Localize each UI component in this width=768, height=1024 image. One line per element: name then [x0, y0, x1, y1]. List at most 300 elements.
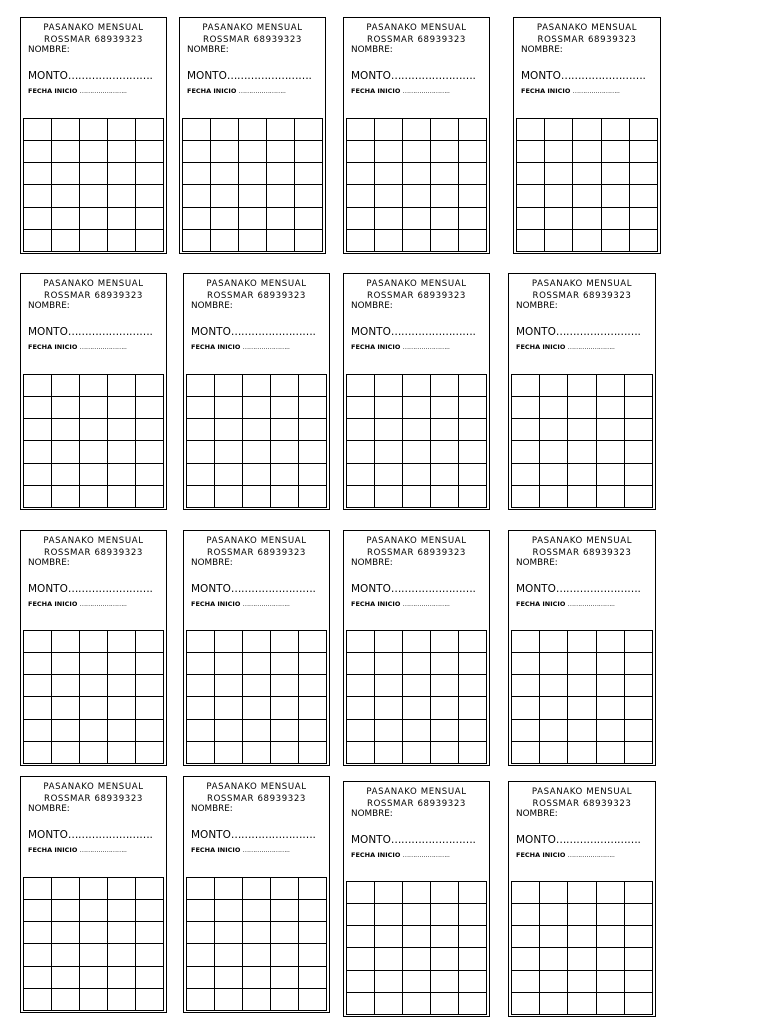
grid-cell — [187, 878, 215, 900]
grid-row — [187, 966, 327, 988]
nombre-label: NOMBRE: — [516, 809, 558, 819]
grid-cell — [431, 141, 459, 163]
grid-row — [512, 653, 653, 675]
grid-cell — [187, 719, 215, 741]
monto-blank: ……………………. — [67, 326, 153, 338]
grid-row — [24, 741, 164, 763]
grid-cell — [24, 185, 52, 207]
grid-cell — [512, 992, 540, 1014]
payment-grid — [186, 877, 327, 1011]
grid-cell — [375, 675, 403, 697]
payment-grid — [346, 881, 487, 1015]
grid-cell — [24, 375, 52, 397]
grid-row — [187, 719, 327, 741]
grid-cell — [52, 631, 80, 653]
grid-row — [187, 697, 327, 719]
grid-cell — [136, 944, 164, 966]
grid-cell — [347, 631, 375, 653]
grid-cell — [431, 397, 459, 419]
grid-cell — [568, 675, 596, 697]
grid-cell — [375, 229, 403, 251]
grid-cell — [540, 441, 568, 463]
grid-cell — [375, 441, 403, 463]
grid-cell — [512, 463, 540, 485]
grid-cell — [540, 653, 568, 675]
monto-blank: ……………………. — [67, 829, 153, 841]
grid-cell — [136, 397, 164, 419]
grid-cell — [52, 375, 80, 397]
grid-row — [183, 207, 323, 229]
grid-cell — [299, 485, 327, 507]
grid-cell — [52, 229, 80, 251]
grid-cell — [601, 163, 629, 185]
grid-cell — [24, 119, 52, 141]
payment-grid — [23, 630, 164, 764]
grid-row — [24, 441, 164, 463]
grid-cell — [211, 141, 239, 163]
grid-cell — [271, 631, 299, 653]
fecha-inicio-field — [351, 600, 450, 609]
fecha-inicio-label: FECHA INICIO — [28, 87, 78, 95]
grid-cell — [52, 485, 80, 507]
card-subtitle: ROSSMAR 68939323 — [367, 35, 466, 45]
grid-cell — [299, 419, 327, 441]
grid-cell — [375, 697, 403, 719]
grid-cell — [431, 119, 459, 141]
grid-cell — [512, 904, 540, 926]
grid-cell — [271, 375, 299, 397]
grid-cell — [215, 944, 243, 966]
grid-row — [517, 119, 658, 141]
grid-cell — [540, 631, 568, 653]
grid-row — [24, 966, 164, 988]
monto-blank: ……………………. — [230, 583, 316, 595]
grid-cell — [512, 419, 540, 441]
fecha-inicio-field — [191, 343, 290, 352]
card-title: PASANAKO MENSUAL — [43, 23, 144, 33]
grid-cell — [459, 948, 487, 970]
grid-cell — [24, 441, 52, 463]
grid-cell — [568, 970, 596, 992]
grid-row — [24, 944, 164, 966]
grid-cell — [80, 697, 108, 719]
grid-cell — [80, 375, 108, 397]
grid-cell — [568, 375, 596, 397]
grid-cell — [624, 719, 652, 741]
grid-row — [517, 163, 658, 185]
nombre-label: NOMBRE: — [28, 45, 70, 55]
grid-row — [24, 988, 164, 1010]
monto-blank: ……………………. — [390, 326, 476, 338]
grid-cell — [136, 631, 164, 653]
pasanako-card — [343, 530, 490, 766]
grid-cell — [187, 697, 215, 719]
fecha-inicio-blank: ………………….. — [242, 600, 290, 608]
grid-cell — [267, 185, 295, 207]
grid-cell — [568, 441, 596, 463]
grid-cell — [403, 882, 431, 904]
grid-cell — [80, 119, 108, 141]
pasanako-card — [183, 273, 330, 510]
grid-cell — [375, 375, 403, 397]
grid-cell — [215, 631, 243, 653]
grid-cell — [211, 229, 239, 251]
grid-cell — [183, 185, 211, 207]
grid-row — [24, 878, 164, 900]
grid-cell — [295, 185, 323, 207]
grid-cell — [517, 163, 545, 185]
grid-cell — [187, 485, 215, 507]
grid-cell — [108, 878, 136, 900]
grid-cell — [375, 631, 403, 653]
grid-cell — [136, 163, 164, 185]
grid-row — [347, 207, 487, 229]
grid-cell — [80, 922, 108, 944]
grid-cell — [596, 719, 624, 741]
grid-cell — [596, 397, 624, 419]
grid-cell — [243, 697, 271, 719]
grid-cell — [299, 697, 327, 719]
grid-cell — [80, 631, 108, 653]
fecha-inicio-label: FECHA INICIO — [516, 343, 566, 351]
pasanako-card — [343, 273, 490, 510]
card-title: PASANAKO MENSUAL — [531, 536, 633, 546]
grid-cell — [243, 878, 271, 900]
grid-cell — [375, 207, 403, 229]
grid-cell — [187, 741, 215, 763]
fecha-inicio-label: FECHA INICIO — [28, 846, 78, 854]
fecha-inicio-field — [187, 87, 286, 96]
grid-cell — [431, 419, 459, 441]
card-title: PASANAKO MENSUAL — [366, 787, 467, 797]
grid-cell — [347, 463, 375, 485]
payment-grid — [23, 877, 164, 1011]
grid-cell — [431, 185, 459, 207]
grid-row — [187, 631, 327, 653]
payment-grid — [23, 118, 164, 252]
grid-row — [512, 419, 653, 441]
grid-row — [183, 185, 323, 207]
fecha-inicio-blank: ………………….. — [79, 343, 127, 351]
grid-cell — [215, 988, 243, 1010]
grid-cell — [24, 922, 52, 944]
grid-cell — [24, 653, 52, 675]
grid-row — [347, 185, 487, 207]
grid-cell — [624, 926, 652, 948]
grid-cell — [187, 375, 215, 397]
grid-cell — [136, 878, 164, 900]
nombre-label: NOMBRE: — [191, 558, 233, 568]
grid-cell — [239, 229, 267, 251]
card-title: PASANAKO MENSUAL — [202, 23, 303, 33]
grid-cell — [375, 719, 403, 741]
grid-cell — [624, 463, 652, 485]
card-subtitle: ROSSMAR 68939323 — [44, 291, 143, 301]
grid-cell — [24, 675, 52, 697]
grid-cell — [183, 229, 211, 251]
grid-cell — [108, 675, 136, 697]
grid-cell — [459, 119, 487, 141]
grid-cell — [108, 229, 136, 251]
grid-row — [347, 419, 487, 441]
grid-cell — [375, 485, 403, 507]
grid-row — [24, 675, 164, 697]
grid-cell — [512, 970, 540, 992]
grid-cell — [52, 900, 80, 922]
grid-row — [24, 207, 164, 229]
grid-cell — [299, 441, 327, 463]
grid-cell — [24, 463, 52, 485]
grid-cell — [108, 697, 136, 719]
grid-cell — [136, 463, 164, 485]
grid-cell — [431, 697, 459, 719]
grid-cell — [24, 988, 52, 1010]
grid-cell — [136, 375, 164, 397]
grid-cell — [136, 900, 164, 922]
grid-cell — [459, 741, 487, 763]
grid-cell — [52, 719, 80, 741]
grid-row — [187, 922, 327, 944]
grid-cell — [375, 992, 403, 1014]
grid-cell — [403, 119, 431, 141]
grid-cell — [403, 697, 431, 719]
grid-cell — [568, 653, 596, 675]
grid-row — [347, 397, 487, 419]
grid-cell — [375, 163, 403, 185]
grid-cell — [108, 988, 136, 1010]
grid-cell — [295, 229, 323, 251]
grid-cell — [624, 441, 652, 463]
grid-cell — [52, 419, 80, 441]
grid-cell — [243, 441, 271, 463]
grid-cell — [271, 922, 299, 944]
grid-cell — [108, 441, 136, 463]
fecha-inicio-label: FECHA INICIO — [516, 851, 566, 859]
monto-field — [28, 326, 153, 339]
grid-cell — [215, 878, 243, 900]
grid-cell — [624, 375, 652, 397]
card-subtitle: ROSSMAR 68939323 — [532, 291, 632, 301]
monto-label: MONTO — [351, 583, 391, 595]
payment-grid — [186, 374, 327, 508]
grid-cell — [52, 463, 80, 485]
grid-cell — [512, 948, 540, 970]
grid-row — [517, 229, 658, 251]
grid-cell — [136, 988, 164, 1010]
monto-label: MONTO — [28, 326, 68, 338]
grid-cell — [187, 675, 215, 697]
grid-cell — [267, 141, 295, 163]
grid-cell — [568, 419, 596, 441]
card-subtitle: ROSSMAR 68939323 — [44, 548, 143, 558]
grid-cell — [243, 900, 271, 922]
grid-cell — [517, 141, 545, 163]
grid-cell — [545, 207, 573, 229]
grid-cell — [80, 675, 108, 697]
grid-row — [347, 631, 487, 653]
grid-cell — [52, 185, 80, 207]
card-title: PASANAKO MENSUAL — [43, 536, 144, 546]
monto-label: MONTO — [516, 326, 556, 338]
grid-cell — [629, 141, 657, 163]
fecha-inicio-blank: ………………….. — [79, 846, 127, 854]
grid-cell — [299, 375, 327, 397]
grid-cell — [512, 882, 540, 904]
grid-cell — [601, 207, 629, 229]
grid-cell — [187, 653, 215, 675]
grid-cell — [187, 441, 215, 463]
fecha-inicio-field — [351, 851, 450, 860]
pasanako-card — [20, 530, 167, 766]
grid-cell — [108, 966, 136, 988]
grid-cell — [136, 697, 164, 719]
grid-cell — [512, 631, 540, 653]
grid-cell — [108, 944, 136, 966]
grid-cell — [540, 675, 568, 697]
grid-cell — [187, 922, 215, 944]
grid-cell — [512, 675, 540, 697]
grid-cell — [431, 375, 459, 397]
grid-cell — [243, 397, 271, 419]
grid-cell — [596, 926, 624, 948]
grid-cell — [243, 719, 271, 741]
grid-cell — [403, 207, 431, 229]
fecha-inicio-label: FECHA INICIO — [516, 600, 566, 608]
grid-cell — [568, 904, 596, 926]
grid-cell — [347, 697, 375, 719]
grid-cell — [215, 719, 243, 741]
grid-cell — [403, 653, 431, 675]
grid-cell — [52, 988, 80, 1010]
grid-row — [512, 882, 653, 904]
grid-cell — [459, 970, 487, 992]
grid-cell — [403, 948, 431, 970]
grid-cell — [299, 988, 327, 1010]
grid-cell — [80, 397, 108, 419]
grid-cell — [215, 653, 243, 675]
pasanako-card — [508, 530, 656, 766]
grid-cell — [403, 185, 431, 207]
grid-row — [24, 163, 164, 185]
grid-cell — [24, 207, 52, 229]
card-subtitle: ROSSMAR 68939323 — [207, 794, 306, 804]
grid-cell — [375, 741, 403, 763]
grid-row — [512, 697, 653, 719]
card-subtitle: ROSSMAR 68939323 — [207, 291, 306, 301]
grid-cell — [24, 141, 52, 163]
grid-row — [347, 375, 487, 397]
monto-label: MONTO — [351, 70, 391, 82]
grid-row — [347, 119, 487, 141]
grid-cell — [624, 970, 652, 992]
nombre-label: NOMBRE: — [351, 558, 393, 568]
grid-cell — [629, 207, 657, 229]
grid-cell — [215, 922, 243, 944]
fecha-inicio-label: FECHA INICIO — [191, 600, 241, 608]
grid-cell — [375, 185, 403, 207]
grid-cell — [624, 697, 652, 719]
grid-cell — [431, 207, 459, 229]
grid-cell — [267, 119, 295, 141]
grid-cell — [403, 926, 431, 948]
grid-cell — [596, 653, 624, 675]
grid-cell — [431, 970, 459, 992]
monto-label: MONTO — [191, 829, 231, 841]
grid-cell — [375, 904, 403, 926]
grid-cell — [24, 944, 52, 966]
grid-cell — [271, 878, 299, 900]
grid-cell — [295, 141, 323, 163]
fecha-inicio-blank: ………………….. — [567, 600, 615, 608]
grid-cell — [624, 419, 652, 441]
grid-cell — [431, 904, 459, 926]
monto-label: MONTO — [187, 70, 227, 82]
grid-cell — [239, 185, 267, 207]
monto-blank: ……………………. — [390, 583, 476, 595]
grid-cell — [347, 185, 375, 207]
fecha-inicio-field — [516, 851, 615, 860]
grid-row — [347, 741, 487, 763]
grid-cell — [459, 397, 487, 419]
grid-cell — [267, 163, 295, 185]
grid-cell — [403, 904, 431, 926]
grid-cell — [299, 944, 327, 966]
monto-field — [516, 834, 641, 847]
grid-cell — [267, 229, 295, 251]
fecha-inicio-blank: ………………….. — [402, 600, 450, 608]
grid-cell — [431, 441, 459, 463]
grid-cell — [540, 719, 568, 741]
grid-cell — [459, 992, 487, 1014]
pasanako-card — [343, 17, 490, 254]
grid-cell — [403, 631, 431, 653]
grid-row — [187, 900, 327, 922]
grid-cell — [573, 119, 601, 141]
grid-cell — [52, 741, 80, 763]
grid-row — [187, 485, 327, 507]
grid-cell — [459, 485, 487, 507]
grid-cell — [545, 119, 573, 141]
grid-cell — [108, 463, 136, 485]
grid-cell — [403, 397, 431, 419]
grid-cell — [403, 485, 431, 507]
grid-cell — [243, 631, 271, 653]
grid-row — [512, 463, 653, 485]
grid-cell — [52, 119, 80, 141]
monto-blank: ……………………. — [226, 70, 312, 82]
grid-cell — [347, 207, 375, 229]
grid-cell — [573, 141, 601, 163]
grid-cell — [512, 653, 540, 675]
grid-cell — [215, 397, 243, 419]
grid-cell — [347, 441, 375, 463]
grid-row — [24, 631, 164, 653]
grid-row — [24, 119, 164, 141]
grid-cell — [215, 966, 243, 988]
grid-cell — [299, 675, 327, 697]
grid-row — [24, 719, 164, 741]
grid-row — [512, 631, 653, 653]
monto-blank: ……………………. — [67, 583, 153, 595]
grid-cell — [540, 904, 568, 926]
grid-row — [24, 463, 164, 485]
grid-cell — [243, 944, 271, 966]
grid-cell — [136, 741, 164, 763]
pasanako-card — [343, 781, 490, 1017]
grid-cell — [403, 970, 431, 992]
grid-cell — [573, 207, 601, 229]
grid-cell — [215, 419, 243, 441]
